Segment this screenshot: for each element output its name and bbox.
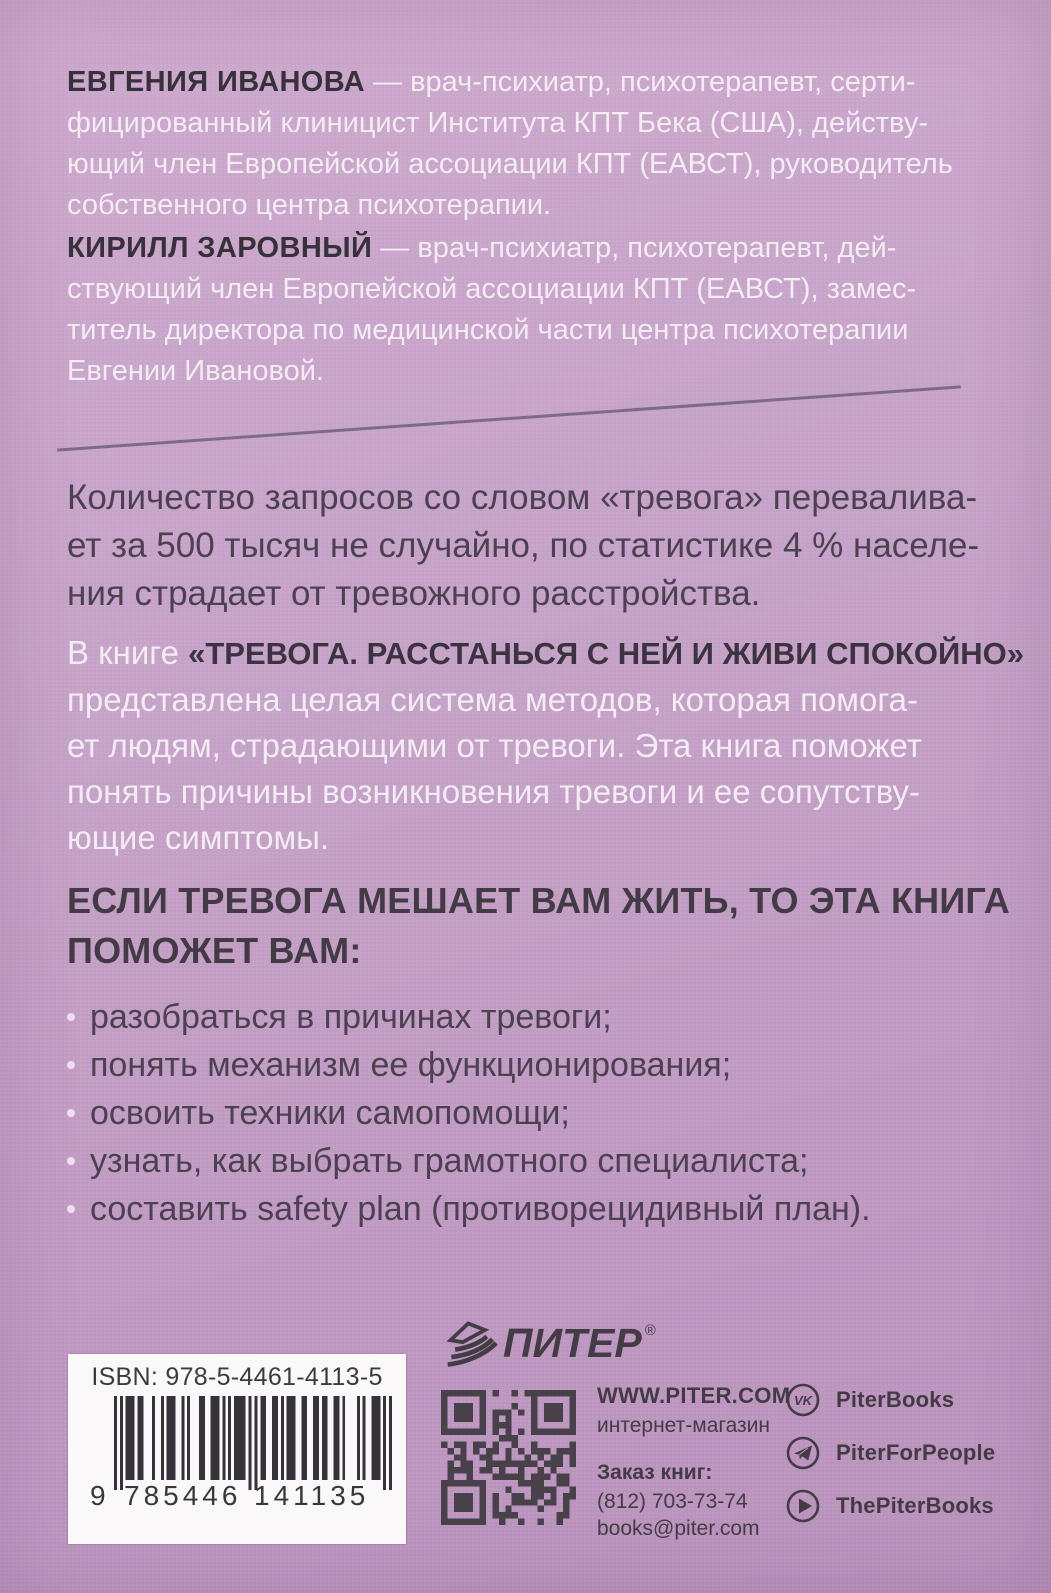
order-label: Заказ книг:	[597, 1461, 713, 1484]
benefit-text: разобраться в причинах тревоги;	[90, 998, 612, 1036]
author-name: ЕВГЕНИЯ ИВАНОВА	[67, 66, 365, 98]
barcode-digit-group: 9	[90, 1480, 106, 1511]
barcode-digits	[68, 1478, 406, 1512]
bio-text: Евгении Ивановой.	[67, 355, 324, 387]
social-label: PiterForPeople	[836, 1440, 996, 1465]
play-icon	[786, 1489, 820, 1523]
bio-text: титель директора по медицинской части центра психотерапии	[67, 314, 909, 346]
bullet-icon	[67, 1109, 75, 1117]
svg-text:VK: VK	[793, 1393, 813, 1408]
intro-paragraph	[67, 474, 979, 618]
list-item	[67, 993, 871, 1041]
phone-number: (812) 703-73-74	[597, 1490, 748, 1513]
intro-text: ет за 500 тысяч не случайно, по статистике 4 % населе-	[67, 526, 980, 565]
bio-text: собственного центра психотерапии.	[67, 189, 552, 221]
bio-text: фицированный клиницист Института КПТ Бека (США), действу-	[67, 107, 928, 139]
intro-text: ния страдает от тревожного расстройства.	[67, 574, 761, 613]
bio-text: ющий член Европейской ассоциации КПТ (ЕАВСТ), руководитель	[67, 148, 953, 180]
email-address: books@piter.com	[597, 1517, 760, 1540]
vk-icon	[786, 1383, 820, 1417]
publisher-contacts	[597, 1383, 790, 1541]
sail-icon	[443, 1320, 499, 1368]
benefit-text: составить safety plan (противорецидивный план).	[90, 1190, 871, 1228]
book-description	[67, 630, 1024, 861]
piter-logo	[443, 1320, 656, 1368]
bio-text: — врач-психиатр, психотерапевт, серти-	[364, 66, 916, 98]
list-item	[67, 1185, 871, 1233]
bullet-icon	[67, 1205, 75, 1213]
social-row-youtube	[786, 1489, 995, 1523]
desc-prefix: В книге	[67, 634, 189, 671]
social-label: ThePiterBooks	[836, 1493, 994, 1518]
desc-text: ющие симптомы.	[67, 819, 330, 856]
social-label: PiterBooks	[836, 1387, 955, 1412]
desc-line	[67, 630, 1024, 677]
registered-mark-icon: ®	[644, 1322, 656, 1339]
bio-text: — врач-психиатр, психотерапевт, дей-	[372, 232, 897, 264]
bullet-icon	[67, 1061, 75, 1069]
author-bio-kirill	[67, 228, 916, 392]
divider-line	[57, 385, 961, 451]
bio-line	[67, 228, 916, 269]
social-row-vk	[786, 1383, 995, 1417]
website-url: WWW.PITER.COM	[597, 1383, 791, 1408]
heading-text: ПОМОЖЕТ ВАМ:	[67, 930, 362, 971]
list-item	[67, 1089, 871, 1137]
barcode-digit-group: 785446	[124, 1480, 242, 1511]
list-item	[67, 1137, 871, 1185]
benefits-list	[67, 993, 871, 1233]
desc-text: представлена целая система методов, которая помога-	[67, 681, 918, 718]
benefits-heading	[67, 876, 1010, 976]
bio-text: ствующий член Европейской ассоциации КПТ (ЕАВСТ), замес-	[67, 273, 917, 305]
bio-line	[67, 62, 953, 103]
ean-barcode	[114, 1396, 392, 1490]
social-links	[786, 1383, 995, 1542]
list-item	[67, 1041, 871, 1089]
author-bio-evgenia	[67, 62, 953, 226]
desc-text: понять причины возникновения тревоги и ее сопутству-	[67, 773, 921, 810]
piter-logo-text: ПИТЕР	[503, 1320, 642, 1366]
telegram-icon	[786, 1436, 820, 1470]
qr-code	[441, 1390, 576, 1525]
website-subtitle: интернет-магазин	[597, 1414, 770, 1437]
social-row-telegram	[786, 1436, 995, 1470]
heading-text: ЕСЛИ ТРЕВОГА МЕШАЕТ ВАМ ЖИТЬ, ТО ЭТА КНИГА	[67, 880, 1010, 921]
desc-text: ет людям, страдающими от тревоги. Эта книга поможет	[67, 727, 922, 764]
benefit-text: освоить техники самопомощи;	[90, 1094, 570, 1132]
benefit-text: узнать, как выбрать грамотного специалиста;	[90, 1142, 809, 1180]
bullet-icon	[67, 1013, 75, 1021]
barcode-digit-group: 141135	[254, 1480, 370, 1511]
isbn-label: ISBN: 978-5-4461-4113-5	[91, 1363, 383, 1391]
benefit-text: понять механизм ее функционирования;	[90, 1046, 732, 1084]
bullet-icon	[67, 1157, 75, 1165]
author-name: КИРИЛЛ ЗАРОВНЫЙ	[67, 232, 373, 264]
intro-text: Количество запросов со словом «тревога» перевалива-	[67, 478, 978, 517]
isbn-block	[68, 1354, 406, 1544]
book-title: «ТРЕВОГА. РАССТАНЬСЯ С НЕЙ И ЖИВИ СПОКОЙНО»	[188, 636, 1024, 671]
